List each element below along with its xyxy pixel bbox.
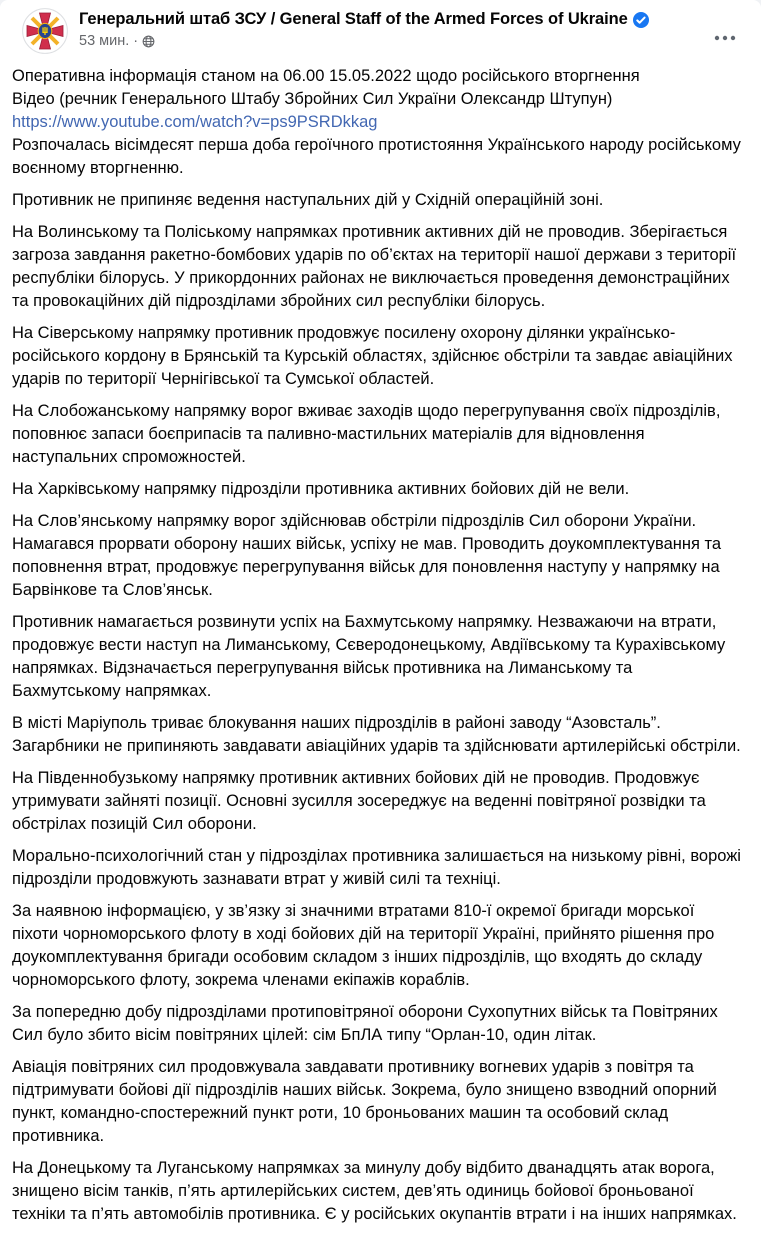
post-body	[0, 54, 761, 1240]
post-text-line: На Сіверському напрямку противник продовжує посилену охорону ділянки українсько-російського кордону в Брянській та Курській областях, здійснює обстріли та завдає авіаційних ударів по території Чернігівської та Сумської областей.	[12, 324, 733, 388]
post-header	[0, 0, 761, 54]
post-text-line: На Волинському та Поліському напрямках противник активних дій не проводив. Зберігається загроза завдання ракетно-бомбових ударів по об’єктах на території нашої держави з території республіки білорусь. У прикордонних районах не виключається проведення демонстраційних та провокаційних дій підрозділами збройних сил республіки білорусь.	[12, 223, 737, 310]
post-text-line: Противник не припиняє ведення наступальних дій у Східній операційній зоні.	[12, 191, 604, 209]
header-text	[79, 8, 745, 50]
post-paragraph	[12, 221, 745, 313]
ellipsis-icon	[714, 29, 736, 44]
post-text-line: Розпочалась вісімдесят перша доба героїчного протистояння Українського народу російському воєнному вторгненню.	[12, 136, 741, 177]
post-paragraph	[12, 1001, 745, 1047]
verified-badge-icon	[633, 12, 649, 28]
post-paragraph	[12, 900, 745, 992]
post-paragraph	[12, 712, 745, 758]
post-text-line: На Слов’янському напрямку ворог здійснював обстріли підрозділів Сил оборони України. Намагався прорвати оборону наших військ, успіху не мав. Проводить доукомплектування та поповнення втрат, продовжує перегрупування військ для поновлення наступу у напрямку на Барвінкове та Слов’янськ.	[12, 512, 722, 599]
post-meta-row	[79, 32, 745, 50]
post-paragraph	[12, 478, 745, 501]
post-link[interactable]: https://www.youtube.com/watch?v=ps9PSRDkkag	[12, 113, 378, 131]
post-text-line: Морально-психологічний стан у підрозділах противника залишається на низькому рівні, ворожі підрозділи продовжують зазнавати втрат у живій силі та техніці.	[12, 847, 741, 888]
ukraine-general-staff-emblem-icon	[22, 41, 68, 58]
post-paragraph	[12, 510, 745, 602]
timestamp[interactable]: 53 мин.	[79, 33, 130, 49]
post-text-line: В місті Маріуполь триває блокування наших підрозділів в районі заводу “Азовсталь”. Загарбники не припиняють завдавати авіаційних ударів та здійснювати артилерійські обстріли.	[12, 714, 741, 755]
post-text-line: Авіація повітряних сил продовжувала завдавати противнику вогневих ударів з повітря та підтримувати бойові дії підрозділів наших військ. Зокрема, було знищено взводний опорний пункт, командно-спостережний пункт роти, 10 броньованих машин та особовий склад противника.	[12, 1058, 717, 1145]
privacy-globe-icon	[142, 35, 155, 48]
page-name-link[interactable]: Генеральний штаб ЗСУ / General Staff of the Armed Forces of Ukraine	[79, 10, 628, 28]
meta-separator: ·	[133, 33, 139, 49]
post-paragraph	[12, 1056, 745, 1148]
post-text-line: На Харківському напрямку підрозділи противника активних бойових дій не вели.	[12, 480, 630, 498]
post-paragraph	[12, 611, 745, 703]
post-text-line: На Донецькому та Луганському напрямках за минулу добу відбито дванадцять атак ворога, знищено вісім танків, п’ять артилерійських систем, дев’ять одиниць бойової броньованої техніки та п’ять автомобілів противника. Є у російських окупантів втрати і на інших напрямках.	[12, 1159, 737, 1223]
post-paragraph	[12, 189, 745, 212]
post-text-line: Оперативна інформація станом на 06.00 15.05.2022 щодо російського вторгнення	[12, 67, 640, 85]
post-paragraph	[12, 845, 745, 891]
post-text-line: За наявною інформацією, у зв’язку зі значними втратами 810-ї окремої бригади морської піхоти чорноморського флоту в ході бойових дій на території Україні, прийнято рішення про доукомплектування бригади особовим складом з інших підрозділів, що входять до складу чорноморського флоту, зокрема членами екіпажів кораблів.	[12, 902, 715, 989]
post-text-line: За попередню добу підрозділами протиповітряної оборони Сухопутних військ та Повітряних Сил було збито вісім повітряних цілей: сім БпЛА типу “Орлан-10, один літак.	[12, 1003, 718, 1044]
post-text-line: На Південнобузькому напрямку противник активних бойових дій не проводив. Продовжує утримувати зайняті позиції. Основні зусилля зосереджує на веденні повітряної розвідки та обстрілах позицій Сил оборони.	[12, 769, 706, 833]
post-text-line: Відео (речник Генерального Штабу Збройних Сил України Олександр Штупун)	[12, 90, 613, 108]
post-paragraph	[12, 65, 745, 180]
post-paragraph	[12, 322, 745, 391]
post-text-line: На Слобожанському напрямку ворог вживає заходів щодо перегрупування своїх підрозділів, поповнює запаси боєприпасів та паливно-мастильних матеріалів для відновлення наступальних спроможностей.	[12, 402, 721, 466]
avatar[interactable]	[22, 8, 68, 54]
post-paragraph	[12, 767, 745, 836]
post-text-line: Противник намагається розвинути успіх на Бахмутському напрямку. Незважаючи на втрати, продовжує вести наступ на Лиманському, Сєверодонецькому, Авдіївському та Курахівському напрямках. Відзначається перегрупування військ противника на Лиманському та Бахмутському напрямках.	[12, 613, 726, 700]
post-paragraph	[12, 400, 745, 469]
page-name-row	[79, 9, 745, 29]
post-menu-button[interactable]	[709, 24, 741, 48]
post-paragraph	[12, 1157, 745, 1226]
